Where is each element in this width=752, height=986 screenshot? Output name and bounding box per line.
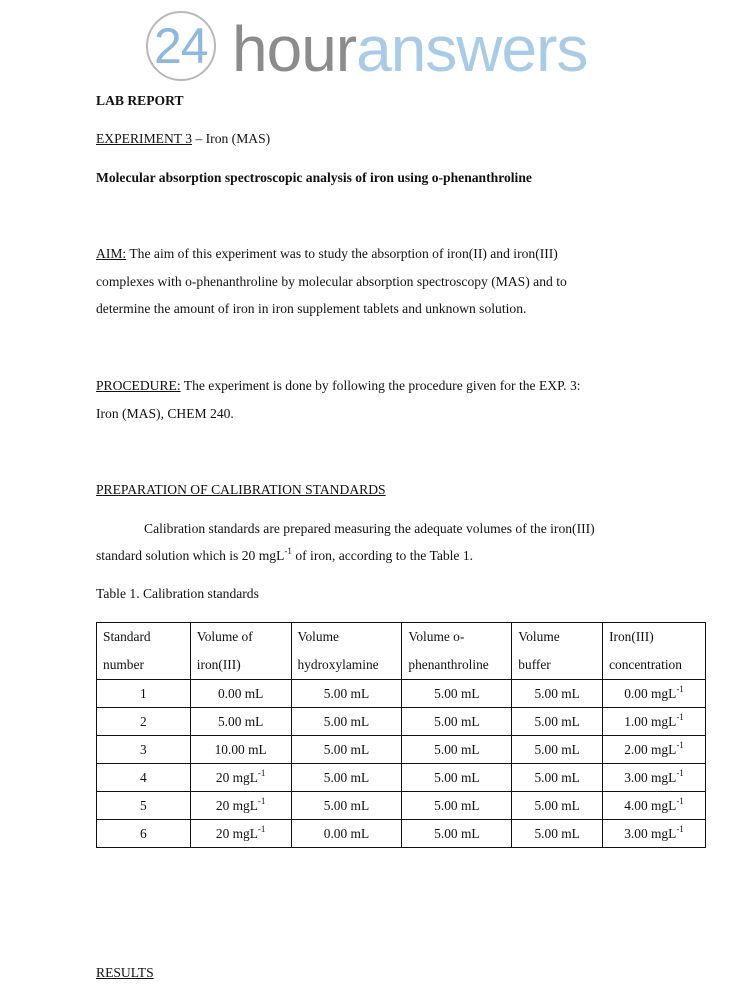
cell-phenanthroline: 5.00 mL — [402, 820, 512, 848]
results-heading: RESULTS — [96, 965, 154, 980]
cell-concentration: 0.00 mgL$^{-1}$ — [603, 680, 706, 708]
cell-buffer: 5.00 mL — [512, 736, 603, 764]
cell-phenanthroline: 5.00 mL — [402, 764, 512, 792]
cell-number: 6 — [97, 820, 191, 848]
calibration-text-2-post: of iron, according to the Table 1. — [291, 548, 474, 563]
table-caption: Table 1. Calibration standards — [96, 586, 259, 601]
table-row — [97, 708, 706, 736]
cell-hydroxylamine: 5.00 mL — [291, 764, 402, 792]
header-volume-iron: Volume of iron(III) — [190, 623, 291, 680]
cell-buffer: 5.00 mL — [512, 764, 603, 792]
cell-hydroxylamine: 5.00 mL — [291, 680, 402, 708]
table-row — [97, 820, 706, 848]
cell-iron-volume: 0.00 mL — [190, 680, 291, 708]
procedure-text-1: The experiment is done by following the procedure given for the EXP. 3: — [180, 378, 581, 393]
cell-hydroxylamine: 5.00 mL — [291, 792, 402, 820]
cell-iron-volume: 5.00 mL — [190, 708, 291, 736]
cell-concentration: 3.00 mgL$^{-1}$ — [603, 764, 706, 792]
cell-hydroxylamine: 0.00 mL — [291, 820, 402, 848]
header-volume-hydroxylamine: Volume hydroxylamine — [291, 623, 402, 680]
logo-number: 24 — [154, 18, 208, 74]
table-row — [97, 792, 706, 820]
cell-hydroxylamine: 5.00 mL — [291, 736, 402, 764]
header-volume-phenanthroline: Volume o- phenanthroline — [402, 623, 512, 680]
cell-buffer: 5.00 mL — [512, 820, 603, 848]
calibration-heading: PREPARATION OF CALIBRATION STANDARDS — [96, 482, 386, 497]
cell-phenanthroline: 5.00 mL — [402, 708, 512, 736]
experiment-label: EXPERIMENT 3 — [96, 131, 193, 146]
logo-wordmark — [232, 14, 587, 84]
cell-concentration: 4.00 mgL$^{-1}$ — [603, 792, 706, 820]
aim-line-3: determine the amount of iron in iron supplement tablets and unknown solution. — [96, 301, 527, 316]
calibration-table — [96, 622, 706, 848]
cell-phenanthroline: 5.00 mL — [402, 792, 512, 820]
aim-line-2: complexes with o-phenanthroline by molecular absorption spectroscopy (MAS) and to — [96, 274, 567, 289]
logo-word-answers: answers — [356, 13, 588, 85]
calibration-text-2-pre: standard solution which is 20 mgL — [96, 548, 285, 563]
cell-buffer: 5.00 mL — [512, 792, 603, 820]
cell-number: 4 — [97, 764, 191, 792]
aim-text-1: The aim of this experiment was to study the absorption of iron(II) and iron(III) — [126, 246, 558, 261]
cell-buffer: 5.00 mL — [512, 708, 603, 736]
cell-hydroxylamine: 5.00 mL — [291, 708, 402, 736]
calibration-text-1: Calibration standards are prepared measuring the adequate volumes of the iron(III) — [144, 521, 595, 536]
cell-concentration: 3.00 mgL$^{-1}$ — [603, 820, 706, 848]
header-iron-concentration: Iron(III) concentration — [603, 623, 706, 680]
report-title: LAB REPORT — [96, 93, 184, 108]
subtitle: Molecular absorption spectroscopic analysis of iron using o-phenanthroline — [96, 170, 532, 185]
experiment-rest: – Iron (MAS) — [192, 131, 271, 146]
table-header-row — [97, 623, 706, 680]
calibration-text-2 — [96, 547, 473, 565]
cell-iron-volume: 20 mgL$^{-1}$ — [190, 820, 291, 848]
calibration-text-2-sup: -1 — [284, 546, 292, 556]
procedure-line-2: Iron (MAS), CHEM 240. — [96, 406, 234, 421]
aim-line-1 — [96, 245, 558, 263]
cell-phenanthroline: 5.00 mL — [402, 736, 512, 764]
table-row — [97, 680, 706, 708]
cell-concentration: 1.00 mgL$^{-1}$ — [603, 708, 706, 736]
procedure-line-1 — [96, 377, 581, 395]
cell-number: 5 — [97, 792, 191, 820]
experiment-line — [96, 130, 270, 148]
cell-iron-volume: 10.00 mL — [190, 736, 291, 764]
cell-number: 1 — [97, 680, 191, 708]
header-volume-buffer: Volume buffer — [512, 623, 603, 680]
logo-word-hour: hour — [232, 13, 357, 85]
table-row — [97, 764, 706, 792]
header-standard-number: Standard number — [97, 623, 191, 680]
cell-number: 2 — [97, 708, 191, 736]
cell-number: 3 — [97, 736, 191, 764]
cell-buffer: 5.00 mL — [512, 680, 603, 708]
cell-iron-volume: 20 mgL$^{-1}$ — [190, 764, 291, 792]
aim-label: AIM: — [96, 246, 127, 261]
procedure-label: PROCEDURE: — [96, 378, 181, 393]
table-row — [97, 736, 706, 764]
cell-concentration: 2.00 mgL$^{-1}$ — [603, 736, 706, 764]
cell-phenanthroline: 5.00 mL — [402, 680, 512, 708]
logo — [146, 10, 616, 86]
cell-iron-volume: 20 mgL$^{-1}$ — [190, 792, 291, 820]
